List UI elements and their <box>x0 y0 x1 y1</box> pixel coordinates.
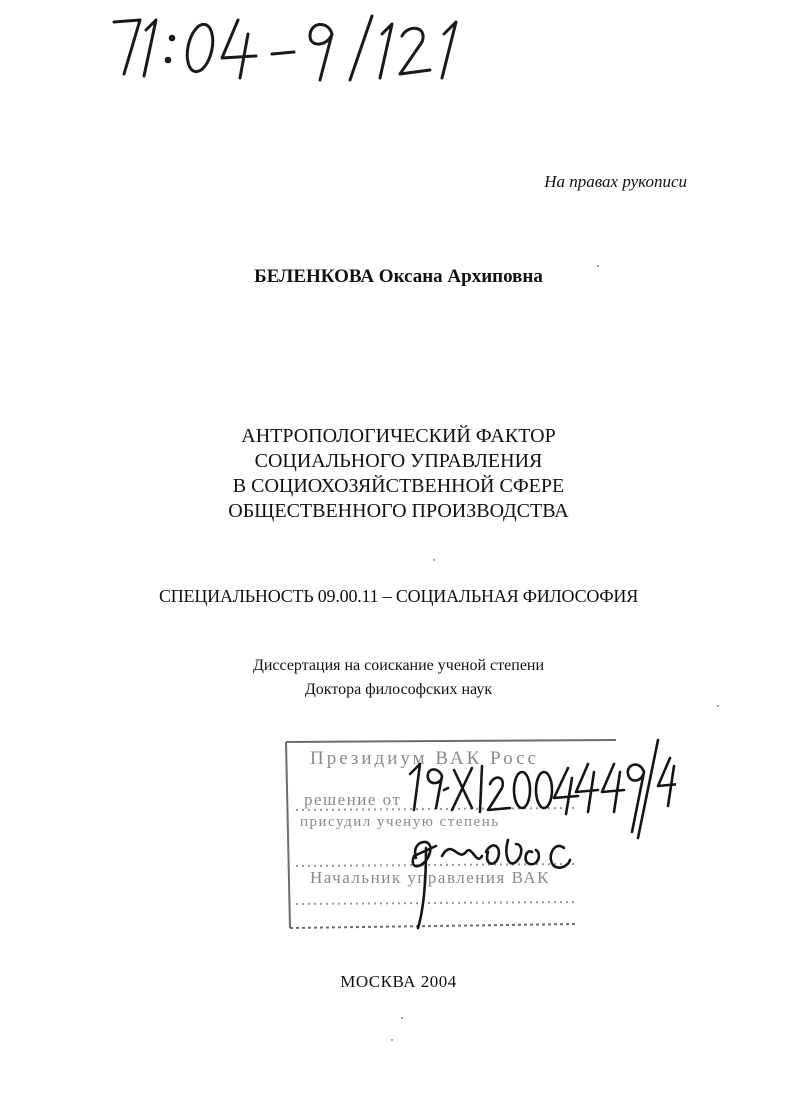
degree-statement <box>0 654 797 702</box>
city-and-year: МОСКВА 2004 <box>340 972 457 991</box>
dissertation-title <box>0 424 797 524</box>
title-line: В СОЦИОХОЗЯЙСТВЕННОЙ СФЕРЕ <box>232 475 565 497</box>
handwritten-code-drawing <box>110 8 490 86</box>
stamp-line-1: Президиум ВАК Росс <box>310 748 539 769</box>
specialty-line: СПЕЦИАЛЬНОСТЬ 09.00.11 – СОЦИАЛЬНАЯ ФИЛОСОФИЯ <box>158 586 639 606</box>
manuscript-rights-note: На правах рукописи <box>544 172 687 191</box>
degree-line: Доктора философских наук <box>304 681 493 698</box>
title-line: СОЦИАЛЬНОГО УПРАВЛЕНИЯ <box>254 450 543 472</box>
vak-approval-stamp <box>276 728 676 938</box>
stamp-handwritten-date: 19 XI 2004 <box>276 728 281 729</box>
title-line: ОБЩЕСТВЕННОГО ПРОИЗВОДСТВА <box>228 500 569 522</box>
stamp-line-3: присудил ученую степень <box>300 814 500 830</box>
stamp-handwriting <box>276 728 676 938</box>
title-line: АНТРОПОЛОГИЧЕСКИЙ ФАКТОР <box>241 425 556 447</box>
degree-line: Диссертация на соискание ученой степени <box>252 657 545 674</box>
author-name: БЕЛЕНКОВА Оксана Архиповна <box>254 266 543 287</box>
stamp-line-2: решение от <box>304 790 402 809</box>
handwritten-archive-code <box>110 8 490 86</box>
stamp-line-4: Начальник управления ВАК <box>310 868 550 887</box>
